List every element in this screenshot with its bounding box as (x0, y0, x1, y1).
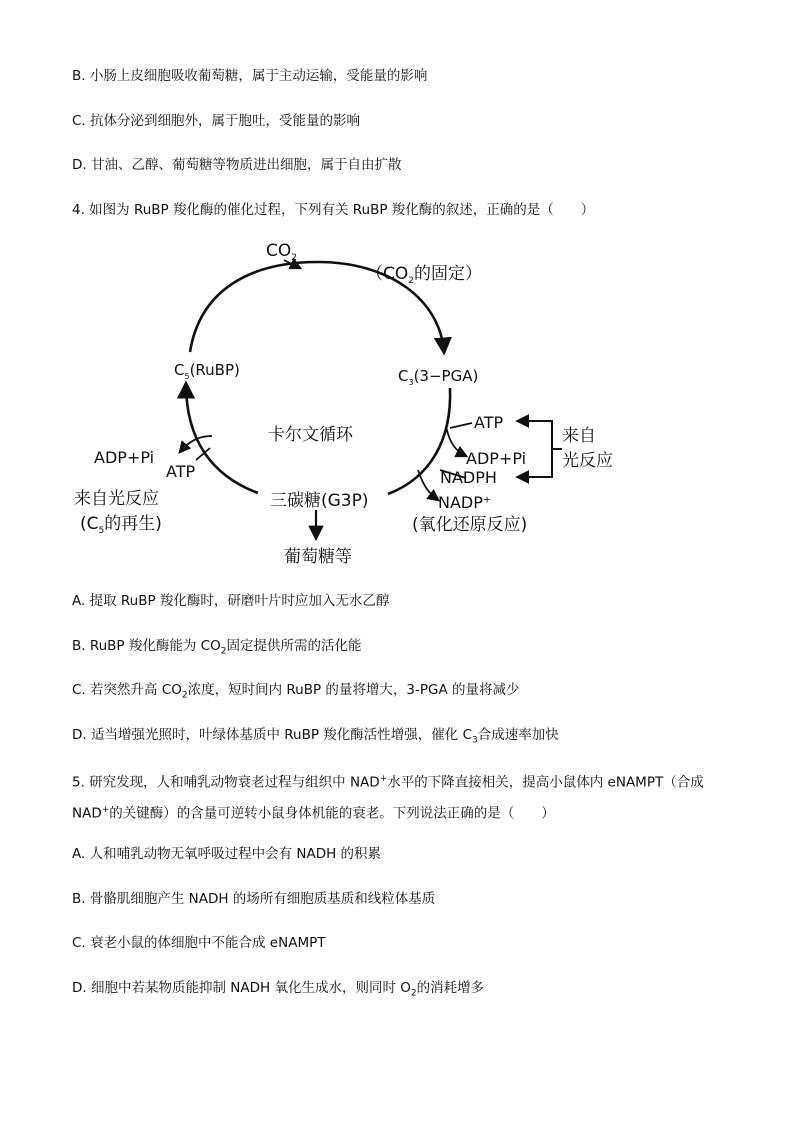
q5-stem-line1-b: 水平的下降直接相关，提高小鼠体内 eNAMPT（合成 (387, 774, 704, 791)
c5-regen-label: ($C_5$的再生) (80, 514, 162, 536)
nadp-plus-label: NADP⁺ (438, 493, 492, 512)
nadph-label: NADPH (440, 468, 497, 487)
glucose-label: 葡萄糖等 (284, 547, 352, 567)
q4-option-c-text1: C. 若突然升高 CO (72, 682, 182, 698)
q4-option-c-sub: 2 (181, 690, 188, 701)
light-bracket (542, 421, 552, 477)
q5-option-b: B. 骨骼肌细胞产生 NADH 的场所有细胞质基质和线粒体基质 (72, 891, 436, 907)
q5-stem-line2-b: 的关键酶）的含量可逆转小鼠身体机能的衰老。下列说法正确的是（ ） (109, 805, 555, 822)
q4-option-c-text2: 浓度，短时间内 RuBP 的量将增大，3-PGA 的量将减少 (187, 682, 520, 698)
co2-label: $CO_2$ (266, 241, 297, 263)
adp-pi-right-label: ADP+Pi (466, 449, 527, 468)
q5-option-d-text1: D. 细胞中若某物质能抑制 NADH 氧化生成水，则同时 O (72, 980, 411, 996)
q3-option-c: C. 抗体分泌到细胞外，属于胞吐，受能量的影响 (72, 113, 361, 129)
q5-option-c: C. 衰老小鼠的体细胞中不能合成 eNAMPT (72, 935, 326, 951)
q5-stem-line1-a: 5. 研究发现，人和哺乳动物衰老过程与组织中 NAD (72, 774, 380, 791)
q4-option-d-text2: 合成速率加快 (477, 727, 559, 743)
atp-in-arrow (450, 423, 472, 428)
q3-option-d: D. 甘油、乙醇、葡萄糖等物质进出细胞，属于自由扩散 (72, 157, 402, 173)
c5-label: $C_5(RuBP)$ (174, 361, 240, 381)
co2-fixation-label: （$CO_2$的固定） (366, 264, 482, 286)
c3-label: $C_3(3-PGA)$ (398, 367, 479, 387)
q4-stem: 4. 如图为 RuBP 羧化酶的催化过程，下列有关 RuBP 羧化酶的叙述，正确的是（ ） (72, 202, 595, 218)
adp-out-arrow (446, 426, 466, 456)
q4-option-b-sub: 2 (220, 646, 227, 657)
q4-option-b (72, 636, 361, 662)
q4-option-d (72, 725, 559, 751)
q5-option-a: A. 人和哺乳动物无氧呼吸过程中会有 NADH 的积累 (72, 846, 382, 862)
q4-option-d-text1: D. 适当增强光照时，叶绿体基质中 RuBP 羧化酶活性增强，催化 C (72, 727, 473, 743)
q5-option-d-text2: 的消耗增多 (416, 980, 485, 996)
q4-option-d-sub: 3 (472, 735, 478, 746)
adp-pi-left-label: ADP+Pi (94, 448, 155, 467)
q5-option-d (72, 978, 484, 1004)
cycle-label: 卡尔文循环 (268, 425, 353, 445)
q5-stem-line2 (72, 800, 555, 824)
q5-stem-line2-sup: + (101, 805, 110, 815)
from-light-right-1: 来自 (562, 426, 596, 446)
atp-left-label: ATP (166, 462, 196, 481)
q5-stem-line1 (72, 769, 704, 793)
q3-option-b: B. 小肠上皮细胞吸收葡萄糖，属于主动运输，受能量的影响 (72, 68, 428, 84)
q4-option-b-text2: 固定提供所需的活化能 (226, 638, 362, 654)
q5-stem-line2-a: NAD (72, 805, 102, 822)
g3p-label: 三碳糖(G3P) (270, 491, 369, 511)
q4-option-a: A. 提取 RuBP 羧化酶时，研磨叶片时应加入无水乙醇 (72, 593, 390, 609)
q5-option-d-sub: 2 (410, 988, 417, 999)
atp-right-label: ATP (474, 413, 504, 432)
from-light-right-2: 光反应 (562, 451, 613, 471)
q4-option-b-text1: B. RuBP 羧化酶能为 CO (72, 638, 221, 654)
q5-stem-line1-sup: + (379, 774, 388, 784)
redox-label: (氧化还原反应) (412, 515, 528, 535)
from-light-left-label: 来自光反应 (74, 489, 159, 509)
q4-option-c (72, 680, 520, 706)
